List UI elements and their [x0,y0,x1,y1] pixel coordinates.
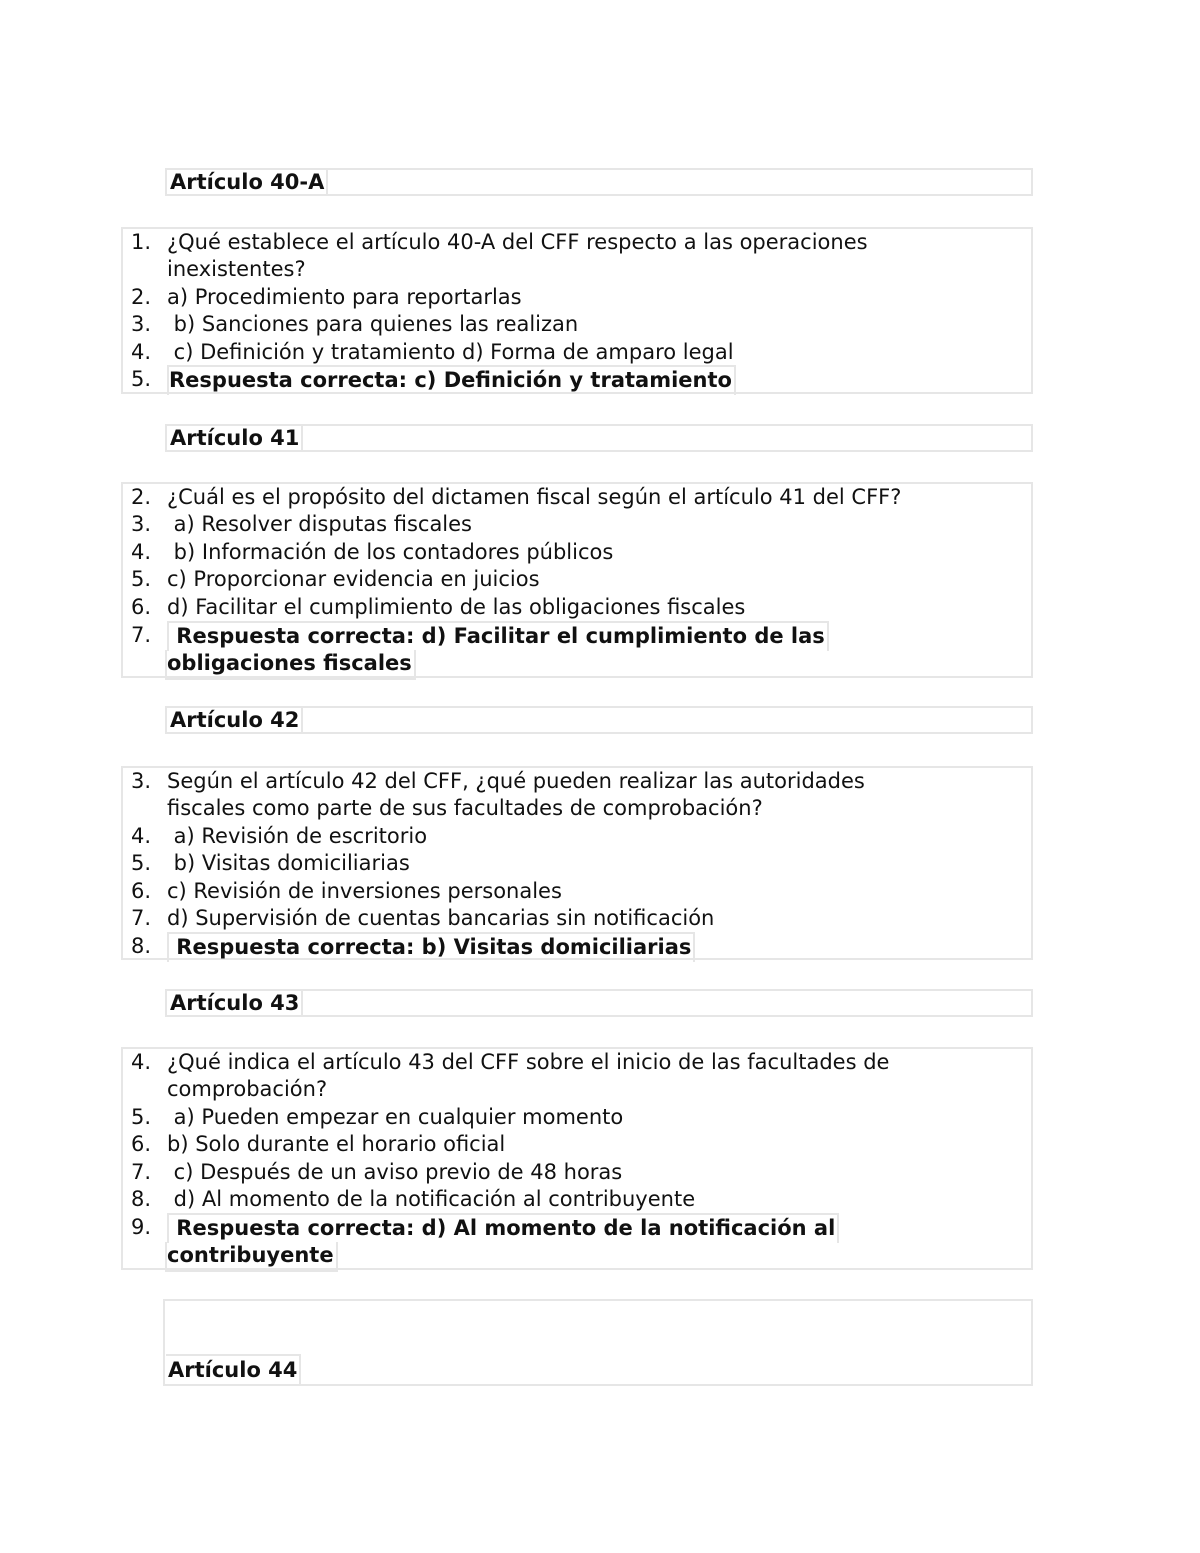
option-text: b) Sanciones para quienes las realizan [167,312,579,336]
option-text: a) Pueden empezar en cualquier momento [167,1105,624,1129]
item-number: 7. [131,906,152,930]
item-number: 9. [131,1215,152,1239]
question-block [121,1047,1033,1270]
item-number: 1. [131,230,152,254]
item-number: 5. [131,567,152,591]
item-number: 4. [131,540,152,564]
option-text: a) Procedimiento para reportarlas [167,285,522,309]
item-number: 2. [131,285,152,309]
correct-answer-continued: contribuyente [165,1242,338,1272]
question-block [121,227,1033,394]
item-number: 6. [131,595,152,619]
item-number: 6. [131,1132,152,1156]
section-heading: Artículo 43 [168,991,303,1015]
option-text: b) Solo durante el horario oficial [167,1132,506,1156]
option-text: b) Información de los contadores públicos [167,540,614,564]
question-text: ¿Qué indica el artículo 43 del CFF sobre el inicio de las facultades de [167,1050,890,1074]
question-text: Según el artículo 42 del CFF, ¿qué pueden realizar las autoridades [167,769,865,793]
question-block [121,482,1033,678]
item-number: 5. [131,851,152,875]
question-text: ¿Cuál es el propósito del dictamen fiscal según el artículo 41 del CFF? [167,485,902,509]
option-text: c) Después de un aviso previo de 48 horas [167,1160,623,1184]
section-heading-box [165,706,1033,734]
option-text: a) Resolver disputas fiscales [167,512,473,536]
option-text: a) Revisión de escritorio [167,824,428,848]
option-text: d) Facilitar el cumplimiento de las obligaciones fiscales [167,595,746,619]
section-heading-box [165,424,1033,452]
correct-answer: Respuesta correcta: d) Facilitar el cumplimiento de las [167,621,829,651]
item-number: 4. [131,1050,152,1074]
section-heading: Artículo 42 [168,708,303,732]
item-number: 3. [131,512,152,536]
section-heading: Artículo 44 [166,1354,301,1384]
section-heading-box [165,989,1033,1017]
item-number: 6. [131,879,152,903]
section-heading-box [165,168,1033,196]
option-text: d) Supervisión de cuentas bancarias sin notificación [167,906,715,930]
question-block [121,766,1033,960]
item-number: 2. [131,485,152,509]
question-text-continued: comprobación? [167,1077,328,1101]
item-number: 8. [131,1187,152,1211]
question-text-continued: inexistentes? [167,257,306,281]
option-text: c) Revisión de inversiones personales [167,879,562,903]
item-number: 5. [131,1105,152,1129]
option-text: b) Visitas domiciliarias [167,851,410,875]
question-text: ¿Qué establece el artículo 40-A del CFF respecto a las operaciones [167,230,868,254]
option-text: c) Proporcionar evidencia en juicios [167,567,540,591]
item-number: 5. [131,367,152,391]
correct-answer: Respuesta correcta: b) Visitas domiciliarias [167,932,695,962]
item-number: 4. [131,340,152,364]
question-text-continued: fiscales como parte de sus facultades de comprobación? [167,796,763,820]
correct-answer-continued: obligaciones fiscales [165,650,416,680]
section-heading: Artículo 41 [168,426,303,450]
item-number: 8. [131,934,152,958]
item-number: 7. [131,1160,152,1184]
item-number: 7. [131,623,152,647]
section-heading: Artículo 40-A [168,170,328,194]
item-number: 3. [131,769,152,793]
option-text: c) Definición y tratamiento d) Forma de amparo legal [167,340,734,364]
correct-answer: Respuesta correcta: d) Al momento de la notificación al [167,1213,839,1243]
option-text: d) Al momento de la notificación al contribuyente [167,1187,696,1211]
item-number: 3. [131,312,152,336]
section-heading-box [163,1299,1033,1386]
correct-answer: Respuesta correcta: c) Definición y tratamiento [167,365,736,395]
item-number: 4. [131,824,152,848]
